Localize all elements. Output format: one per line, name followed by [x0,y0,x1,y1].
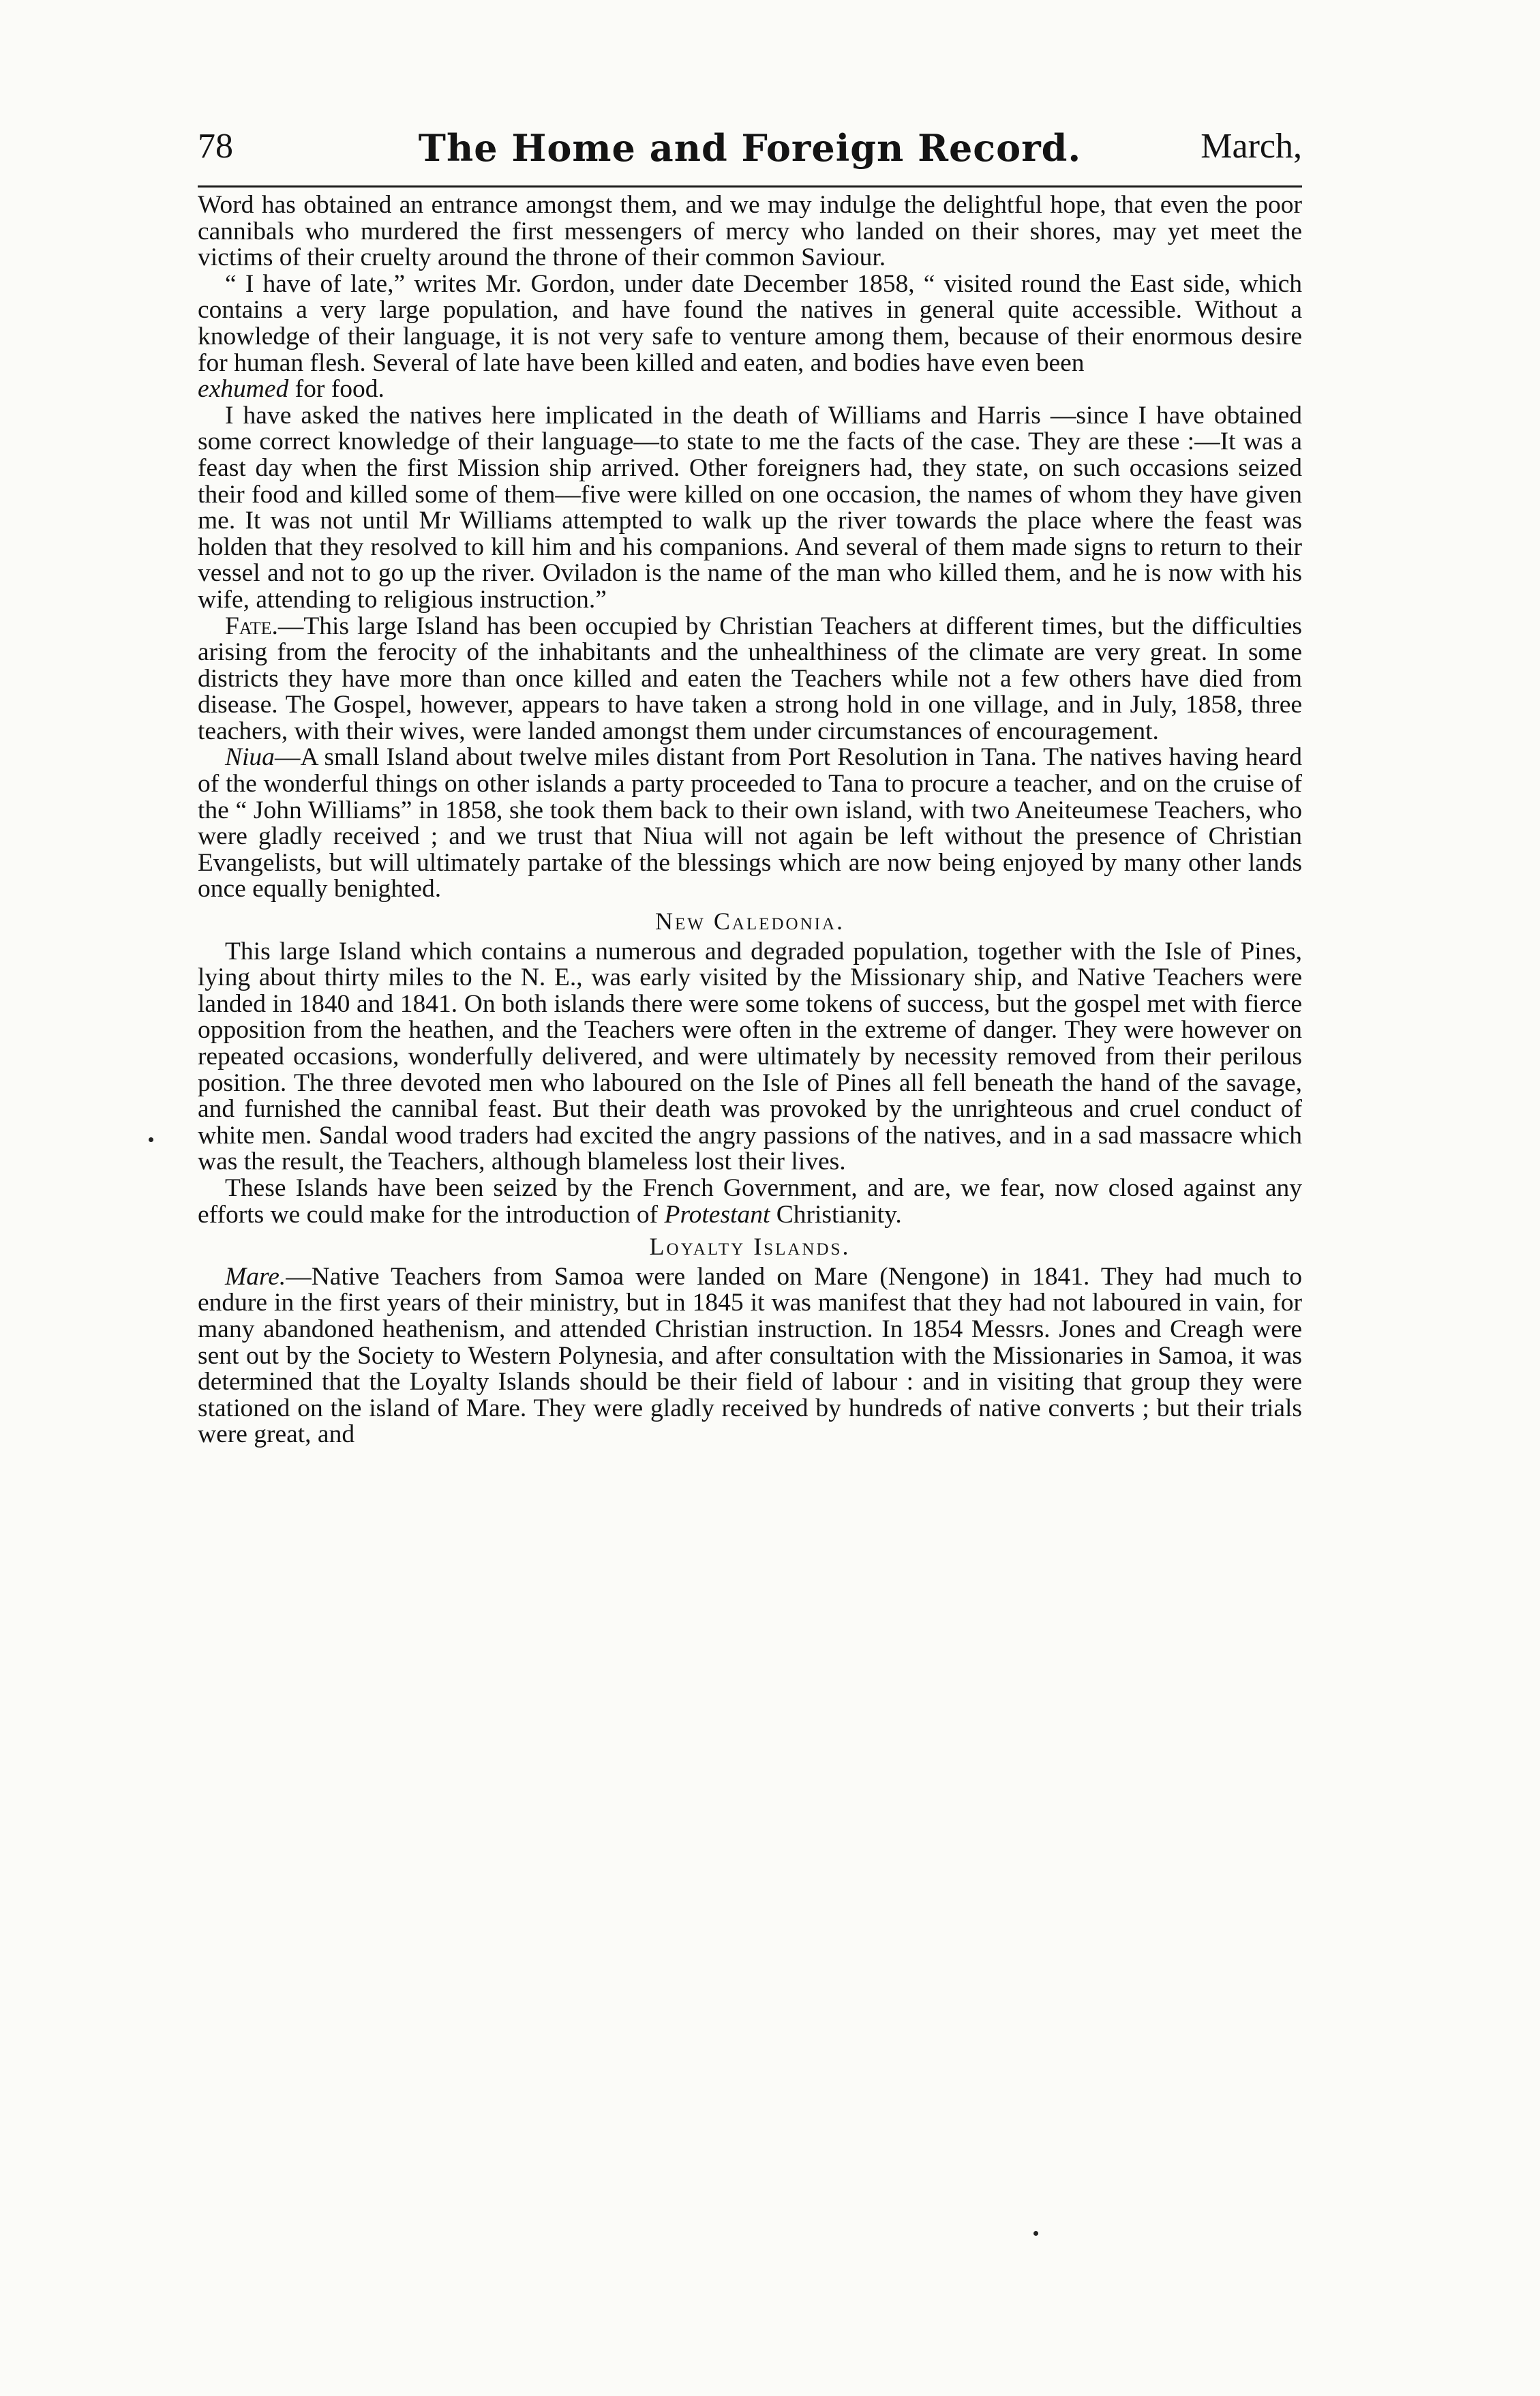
paragraph-text: —This large Island has been occupied by Christian Teachers at different times, but the difficulties arising from the ferocity of the inhabitants and the unhealthiness of the climate are very great. In some districts they have more than once killed and eaten the Teachers while not a few others have died from disease. The Gospel, however, appears to have taken a strong hold in one village, and in July, 1858, three teachers, with their wives, were landed amongst them under circumstances of encouragement. [198,612,1302,745]
article-body [198,192,1302,1448]
journal-title: The Home and Foreign Record. [418,126,1082,170]
paragraph-text: —A small Island about twelve miles distant from Port Resolution in Tana. The natives having heard of the wonderful things on other islands a party proceeded to Tana to procure a teacher, and on the cruise of the “ John Williams” in 1858, she took them back to their own island, with two Aneiteumese Teachers, who were gladly received ; and we trust that Niua will not again be left without the presence of Christian Evangelists, but will ultimately partake of the blessings which are now being enjoyed by many other lands once equally benighted. [198,743,1302,903]
paragraph-text: —Native Teachers from Samoa were landed on Mare (Nengone) in 1841. They had much to endure in the first years of their ministry, but in 1845 it was manifest that they had not laboured in vain, for many abandoned heathenism, and attended Christian instruction. In 1854 Messrs. Jones and Creagh were sent out by the Society to Western Polynesia, and after consultation with the Missionaries in Samoa, it was determined that the Loyalty Islands should be their field of labour : and in visiting that group they were stationed on the island of Mare. They were gladly received by hundreds of native converts ; but their trials were great, and [198,1262,1302,1449]
header-month: March, [1201,127,1302,166]
section-heading: New Caledonia. [654,908,845,935]
header-rule [198,185,1302,188]
paragraph: “ I have of late,” writes Mr. Gordon, under date December 1858, “ visited round the East side, which contains a very large population, and have found the natives in general quite accessible. Without a knowledge of their language, it is not very safe to venture among them, because of their enormous desire for human flesh. Several of late have been killed and eaten, and bodies have even been [198,269,1302,377]
page-number: 78 [198,127,233,166]
italic-word: exhumed [198,375,289,404]
paragraph [198,1264,1302,1448]
paragraph-lead: Fate. [225,612,278,640]
paragraph-text: Christianity. [770,1200,902,1229]
paragraph [198,614,1302,745]
section-heading: Loyalty Islands. [649,1233,851,1261]
paragraph [198,745,1302,903]
paragraph: I have asked the natives here implicated in the death of Williams and Harris —since I have obtained some correct knowledge of their language—to state to me the facts of the case. They are these :—It was a feast day when the first Mission ship arrived. Other foreigners had, they state, on such occasions seized their food and killed some of them—five were killed on one occasion, the names of whom they have given me. It was not until Mr Williams attempted to walk up the river towards the place where the feast was holden that they resolved to kill him and his companions. And several of them made signs to return to their vessel and not to go up the river. Oviladon is the name of the man who killed them, and he is now with his wife, attending to religious instruction.” [198,401,1302,614]
running-header [198,126,1302,181]
paragraph: This large Island which contains a numerous and degraded population, together with the Isle of Pines, lying about thirty miles to the N. E., was early visited by the Missionary ship, and Native Teachers were landed in 1840 and 1841. On both islands there were some tokens of success, but the gospel met with fierce opposition from the heathen, and the Teachers were often in the extreme of danger. They were however on repeated occasions, wonderfully delivered, and were ultimately by necessity removed from their perilous position. The three devoted men who laboured on the Isle of Pines all fell beneath the hand of the savage, and furnished the cannibal feast. But their death was provoked by the unrighteous and cruel conduct of white men. Sandal wood traders had excited the angry passions of the natives, and in a sad massacre which was the result, the Teachers, although blameless lost their lives. [198,937,1302,1176]
paragraph: Word has obtained an entrance amongst them, and we may indulge the delightful hope, that even the poor cannibals who murdered the first messengers of mercy who landed on their shores, may yet meet the victims of their cruelty around the throne of their common Saviour. [198,191,1302,272]
paragraph [198,1175,1302,1228]
paragraph-lead: Mare. [225,1262,286,1291]
print-speck [149,1137,153,1142]
italic-word: Protestant [664,1200,770,1229]
paragraph-text: These Islands have been seized by the French Government, and are, we fear, now closed against any efforts we could make for the introduction of [198,1173,1302,1229]
paragraph-text: for food. [288,375,384,404]
paragraph-lead: Niua [225,743,275,772]
print-speck [1033,2231,1038,2236]
paragraph [198,376,1302,403]
